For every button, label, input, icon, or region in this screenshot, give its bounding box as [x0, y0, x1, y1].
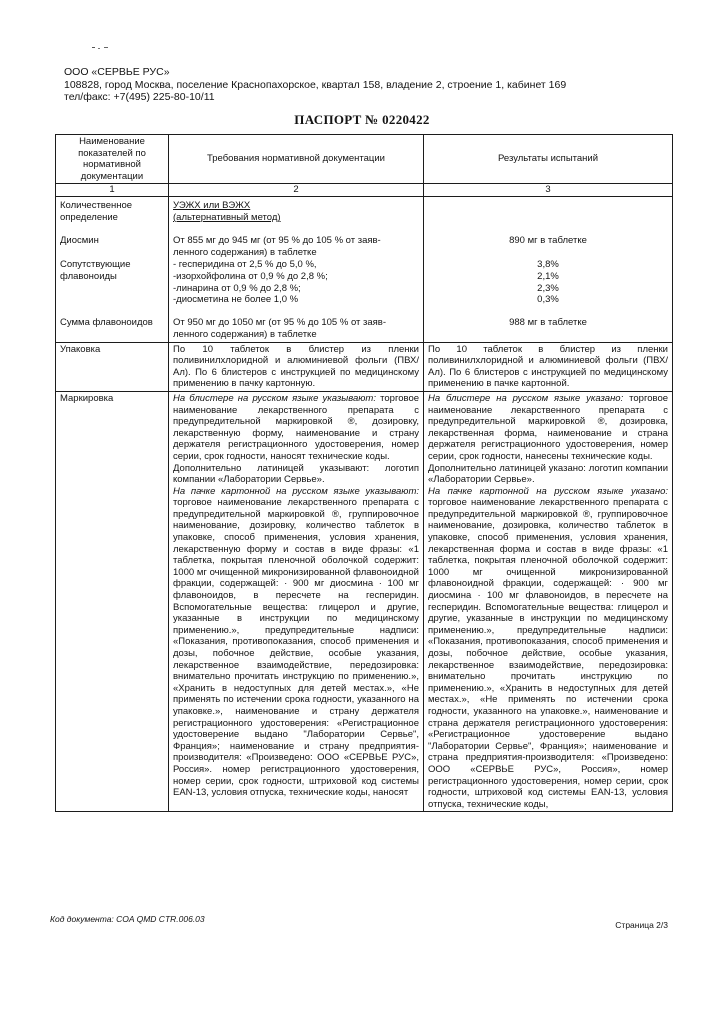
- flavonoid-requirement: -изорхойфолина от 0,9 % до 2,8 %;: [173, 270, 328, 282]
- sum-result: 988 мг в таблетке: [509, 317, 587, 329]
- diosmin-result: 890 мг в таблетке: [509, 235, 587, 247]
- passport-title: ПАСПОРТ № 0220422: [294, 112, 430, 127]
- flavonoid-result: 3,8%: [537, 259, 559, 271]
- req-carton-paragraph: [173, 486, 419, 799]
- req-blister-paragraph: [173, 393, 419, 463]
- diosmin-requirement-cont: ленного содержания) в таблетке: [173, 246, 317, 258]
- flavonoid-requirement: -диосметина не более 1,0 %: [173, 294, 299, 306]
- column-number: 1: [56, 184, 169, 197]
- sum-label: Сумма флавоноидов: [60, 317, 153, 329]
- table-header-row: [56, 135, 673, 184]
- res-blister-text: торговое наименование лекарственного препарата с предупредительной маркировкой ®, дозировка, лекарственная форма, наименование и страна держателя регистрационного удостоверения, номер серии, срок годности, нанесены технические коды.: [428, 392, 669, 462]
- req-latin-paragraph: Дополнительно латиницей указывают: логотип компании «Лаборатории Сервье».: [173, 462, 419, 486]
- packaging-result: По 10 таблеток в блистер из пленки поливинилхлоридной и алюминиевой фольги (ПВХ/Ал). По 6 блистеров с инструкцией по медицинскому применению в пачке картонной.: [424, 342, 673, 391]
- column-number-row: [56, 184, 673, 197]
- marking-row: [56, 391, 673, 811]
- column-number: 3: [424, 184, 673, 197]
- document-code: Код документа: COA QMD CTR.006.03: [50, 914, 205, 924]
- document-header: [64, 66, 566, 104]
- method-name: УЭЖХ или ВЭЖХ: [173, 200, 251, 212]
- header-results: Результаты испытаний: [424, 135, 673, 184]
- req-blister-text: торговое наименование лекарственного препарата с предупредительной маркировкой ®, дозировку, лекарственную форму, наименование и страну держателя регистрационного удостоверения, номер серии, срок годности, наносят технические коды.: [173, 392, 420, 462]
- res-blister-paragraph: [428, 393, 668, 463]
- marking-requirement: [169, 391, 424, 811]
- flavonoid-requirement: -линарина от 0,9 % до 2,8 %;: [173, 282, 301, 294]
- column-number: 2: [169, 184, 424, 197]
- assay-labels: [56, 197, 169, 342]
- marking-label: Маркировка: [56, 391, 169, 811]
- sum-requirement: От 950 мг до 1050 мг (от 95 % до 105 % от заяв-: [173, 317, 387, 329]
- flavonoid-requirement: - гесперидина от 2,5 % до 5,0 %,: [173, 259, 317, 271]
- method-alternative: (альтернативный метод): [173, 211, 281, 223]
- marking-result: [424, 391, 673, 811]
- company-phone: тел/факс: +7(495) 225-80-10/11: [64, 91, 215, 103]
- quantity-label: Количественное определение: [60, 200, 133, 223]
- res-carton-heading: На пачке картонной на русском языке указано:: [428, 485, 668, 497]
- flavonoid-result: 2,3%: [537, 282, 559, 294]
- req-carton-text: торговое наименование лекарственного препарата с предупредительной маркировкой ®, группировочное наименование, дозировку, количество таблеток в упаковке, способ применения, условия хранения, лекарственную форму и состав в виде фразы: «1 таблетка, покрытая пленочной оболочкой содержит: 1000 мг очищенной микронизированной флавоноидной фракции, содержащей: · 900 мг диосмина · 100 мг флавоноидов, в пересчете на гесперидин. Вспомогательные вещества: глицерол и другие, указанные в инструкции по медицинскому применению.», предупредительные надписи: «Показания, противопоказания, способ применения и дозы, побочное действие, особые указания, лекарственное взаимодействие, передозировка: внимательно прочитать инструкцию по применению.», «Хранить в недоступных для детей местах.», «Не применять по истечении срока годности, указанного на упаковке.», наименование и страну держателя регистрационного удостоверения: «Регистрационное удостоверение выдано "Лаборатории Сервье", Франция»; наименование и страну предприятия-производителя: «Произведено: ООО «СЕРВЬЕ РУС», Россия». номер регистрационного удостоверения, номер серии, срок годности, штриховой код системы EAN-13, условия отпуска, технические коды, наносят: [173, 497, 419, 799]
- scan-mark: [92, 46, 110, 50]
- company-address: 108828, город Москва, поселение Краснопахорское, квартал 158, владение 2, строение 1, кабинет 169: [64, 78, 567, 91]
- flavonoid-result: 2,1%: [537, 270, 559, 282]
- header-indicators: Наименование показателей по нормативной документации: [56, 135, 169, 184]
- sum-requirement-cont: ленного содержания) в таблетке: [173, 328, 317, 340]
- res-carton-text: торговое наименование лекарственного препарата с предупредительной маркировкой ®, группировочное наименование, дозировка, количество таблеток в упаковке, способ применения, условия хранения, лекарственная форма и состав в виде фразы: «1 таблетка, покрытая пленочной оболочкой содержит: 1000 мг очищенной микронизированной флавоноидной фракции, содержащей: · 900 мг диосмина · 100 мг флавоноидов, в пересчете на гесперидин. Вспомогательные вещества: глицерол и другие, указанные в инструкции по медицинскому применению.», предупредительные надписи: «Показания, противопоказания, способ применения и дозы, побочное действие, особые указания, лекарственное взаимодействие, передозировка: внимательно прочитать инструкцию по применению.», «Хранить в недоступных для детей местах.», «Не применять по истечении срока годности, указанного на упаковке.», наименование и страна держателя регистрационного удостоверения: «Регистрационное удостоверение выдано "Лаборатории Сервье", Франция»; наименование и страна предприятия-производителя: «Произведено: ООО «СЕРВЬЕ РУС», Россия», номер регистрационного удостоверения, номер серии, срок годности, штриховой код системы EAN-13, условия отпуска, технические коды,: [428, 497, 668, 810]
- packaging-requirement: По 10 таблеток в блистер из пленки поливинилхлоридной и алюминиевой фольги (ПВХ/Ал). По 6 блистеров с инструкцией по медицинскому применению в пачку картонную.: [169, 342, 424, 391]
- res-latin-paragraph: Дополнительно латиницей указано: логотип компании «Лаборатории Сервье».: [428, 462, 668, 486]
- res-blister-heading: На блистере на русском языке указано:: [428, 392, 624, 404]
- res-carton-paragraph: [428, 486, 668, 811]
- flavonoid-result: 0,3%: [537, 294, 559, 306]
- assay-row: [56, 197, 673, 342]
- header-requirements: Требования нормативной документации: [169, 135, 424, 184]
- packaging-label: Упаковка: [56, 342, 169, 391]
- req-carton-heading: На пачке картонной на русском языке указывают:: [173, 485, 419, 497]
- page-number: Страница 2/3: [615, 920, 668, 930]
- company-name: ООО «СЕРВЬЕ РУС»: [64, 66, 170, 78]
- assay-results: [424, 197, 673, 342]
- diosmin-label: Диосмин: [60, 235, 99, 247]
- req-blister-heading: На блистере на русском языке указывают:: [173, 392, 376, 404]
- diosmin-requirement: От 855 мг до 945 мг (от 95 % до 105 % от заяв-: [173, 235, 381, 247]
- packaging-row: [56, 342, 673, 391]
- flavonoids-label: Сопутствующие флавоноиды: [60, 259, 131, 282]
- passport-table: [55, 134, 673, 812]
- assay-requirements: [169, 197, 424, 342]
